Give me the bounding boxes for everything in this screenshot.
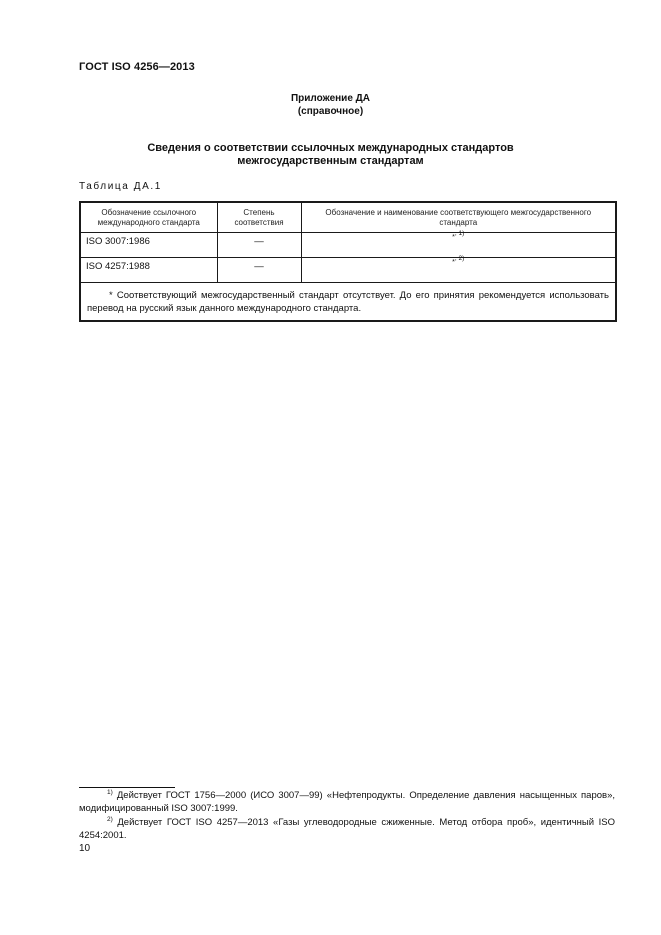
footnote-marker: 2) xyxy=(107,816,113,823)
column-header-reference: Обозначение ссылочного международного стандарта xyxy=(80,202,217,233)
footnote-ref[interactable]: , 2) xyxy=(454,255,465,262)
column-header-interstate: Обозначение и наименование соответствующего межгосударственного стандарта xyxy=(301,202,616,233)
footnote-separator xyxy=(79,787,175,788)
section-heading-line-1: Сведения о соответствии ссылочных международных стандартов xyxy=(147,142,514,154)
document-id: ГОСТ ISO 4256—2013 xyxy=(79,61,195,73)
table-caption: Таблица ДА.1 xyxy=(79,181,162,192)
table-header-row xyxy=(80,202,616,233)
footnote-1: $^{1)}$ Действует ГОСТ 1756—2000 (ИСО 3007—99) «Нефтепродукты. Определение давления насыщенных паров», модифицированный ISO 3007:1999. xyxy=(79,789,615,814)
degree-cell: — xyxy=(217,258,301,283)
correspondence-table xyxy=(79,201,617,322)
annex-subtitle: (справочное) xyxy=(297,106,364,117)
footnote-ref[interactable]: , 1) xyxy=(454,230,465,237)
annex-title: Приложение ДА xyxy=(290,93,371,104)
footnote-2: $^{2)}$ Действует ГОСТ ISO 4257—2013 «Газы углеводородные сжиженные. Метод отбора проб», идентичный ISO 4254:2001. xyxy=(79,816,615,841)
reference-standard-cell: ISO 3007:1986 xyxy=(80,233,217,258)
page-number: 10 xyxy=(79,843,91,854)
degree-cell: — xyxy=(217,233,301,258)
column-header-degree: Степень соответствия xyxy=(217,202,301,233)
table-row xyxy=(80,233,616,258)
table-row xyxy=(80,258,616,283)
section-heading xyxy=(0,142,661,168)
section-heading-line-2: межгосударственным стандартам xyxy=(237,155,424,167)
interstate-standard-cell: *$^{, 1)}$ xyxy=(301,233,616,258)
interstate-standard-cell: *$^{, 2)}$ xyxy=(301,258,616,283)
footnote-marker: 1) xyxy=(107,789,113,796)
table-note-row xyxy=(80,283,616,322)
reference-standard-cell: ISO 4257:1988 xyxy=(80,258,217,283)
table-note: * Соответствующий межгосударственный стандарт отсутствует. До его принятия рекомендуется использовать перевод на русский язык данного международного стандарта. xyxy=(80,283,616,322)
